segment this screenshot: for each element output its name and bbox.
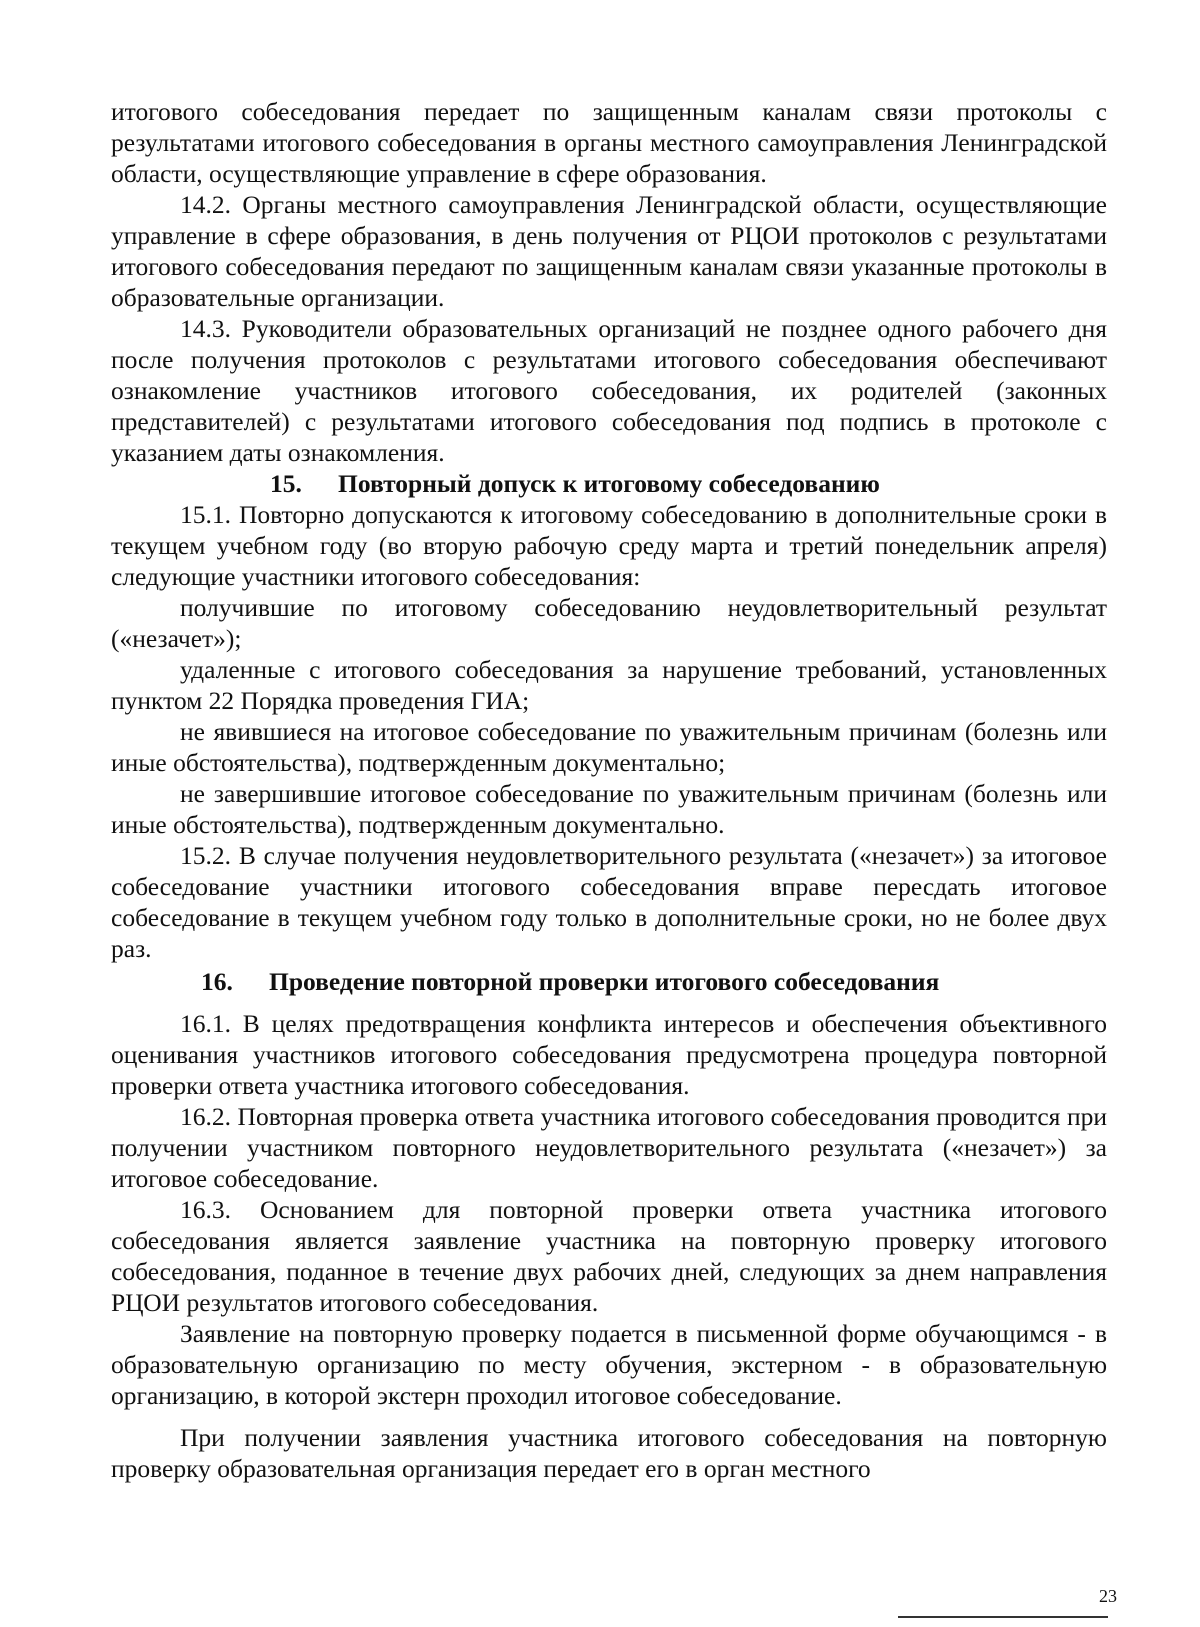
paragraph-15-2: 15.2. В случае получения неудовлетворительного результата («незачет») за итоговое собеседование участники итогового собеседования вправе пересдать итоговое собеседование в текущем учебном году только в дополнительные сроки, но не более двух раз. bbox=[111, 841, 1107, 963]
paragraph-16-1: 16.1. В целях предотвращения конфликта интересов и обеспечения объективного оценивания участников итогового собеседования предусмотрена процедура повторной проверки ответа участника итогового собеседования. bbox=[111, 1009, 1107, 1100]
section-15-title: Повторный допуск к итоговому собеседованию bbox=[338, 469, 880, 498]
paragraph-application: Заявление на повторную проверку подается в письменной форме обучающимся - в образовательную организацию по месту обучения, экстерном - в образовательную организацию, в которой экстерн проходил итоговое собеседование. bbox=[111, 1319, 1107, 1410]
section-16-heading bbox=[111, 966, 1107, 997]
section-15-number: 15. bbox=[270, 469, 302, 498]
list-item-removed: удаленные с итогового собеседования за нарушение требований, установленных пунктом 22 Порядка проведения ГИА; bbox=[111, 655, 1107, 715]
section-15-heading bbox=[111, 468, 1107, 499]
paragraph-15-1: 15.1. Повторно допускаются к итоговому собеседованию в дополнительные сроки в текущем учебном году (во вторую рабочую среду марта и третий понедельник апреля) следующие участники итогового собеседования: bbox=[111, 500, 1107, 591]
document-page bbox=[111, 96, 1107, 1484]
list-item-absent: не явившиеся на итоговое собеседование по уважительным причинам (болезнь или иные обстоятельства), подтвержденным документально; bbox=[111, 717, 1107, 777]
section-16-title: Проведение повторной проверки итогового собеседования bbox=[269, 967, 940, 996]
paragraph-receipt: При получении заявления участника итогового собеседования на повторную проверку образовательная организация передает его в орган местного bbox=[111, 1423, 1107, 1483]
paragraph-continuation: итогового собеседования передает по защищенным каналам связи протоколы с результатами итогового собеседования в органы местного самоуправления Ленинградской области, осуществляющие управление в сфере образования. bbox=[111, 97, 1107, 188]
section-16-number: 16. bbox=[201, 967, 233, 996]
paragraph-14-2: 14.2. Органы местного самоуправления Ленинградской области, осуществляющие управление в сфере образования, в день получения от РЦОИ протоколов с результатами итогового собеседования передают по защищенным каналам связи указанные протоколы в образовательные организации. bbox=[111, 190, 1107, 312]
list-item-not-completed: не завершившие итоговое собеседование по уважительным причинам (болезнь или иные обстоятельства), подтвержденным документально. bbox=[111, 779, 1107, 839]
paragraph-16-2: 16.2. Повторная проверка ответа участника итогового собеседования проводится при получении участником повторного неудовлетворительного результата («незачет») за итоговое собеседование. bbox=[111, 1102, 1107, 1193]
paragraph-16-3: 16.3. Основанием для повторной проверки ответа участника итогового собеседования является заявление участника на повторную проверку итогового собеседования, поданное в течение двух рабочих дней, следующих за днем направления РЦОИ результатов итогового собеседования. bbox=[111, 1195, 1107, 1317]
footer-divider bbox=[898, 1616, 1108, 1618]
list-item-unsatisfactory: получившие по итоговому собеседованию неудовлетворительный результат («незачет»); bbox=[111, 593, 1107, 653]
page-number: 23 bbox=[1099, 1586, 1117, 1606]
paragraph-14-3: 14.3. Руководители образовательных организаций не позднее одного рабочего дня после получения протоколов с результатами итогового собеседования обеспечивают ознакомление участников итогового собеседования, их родителей (законных представителей) с результатами итогового собеседования под подпись в протоколе с указанием даты ознакомления. bbox=[111, 314, 1107, 467]
